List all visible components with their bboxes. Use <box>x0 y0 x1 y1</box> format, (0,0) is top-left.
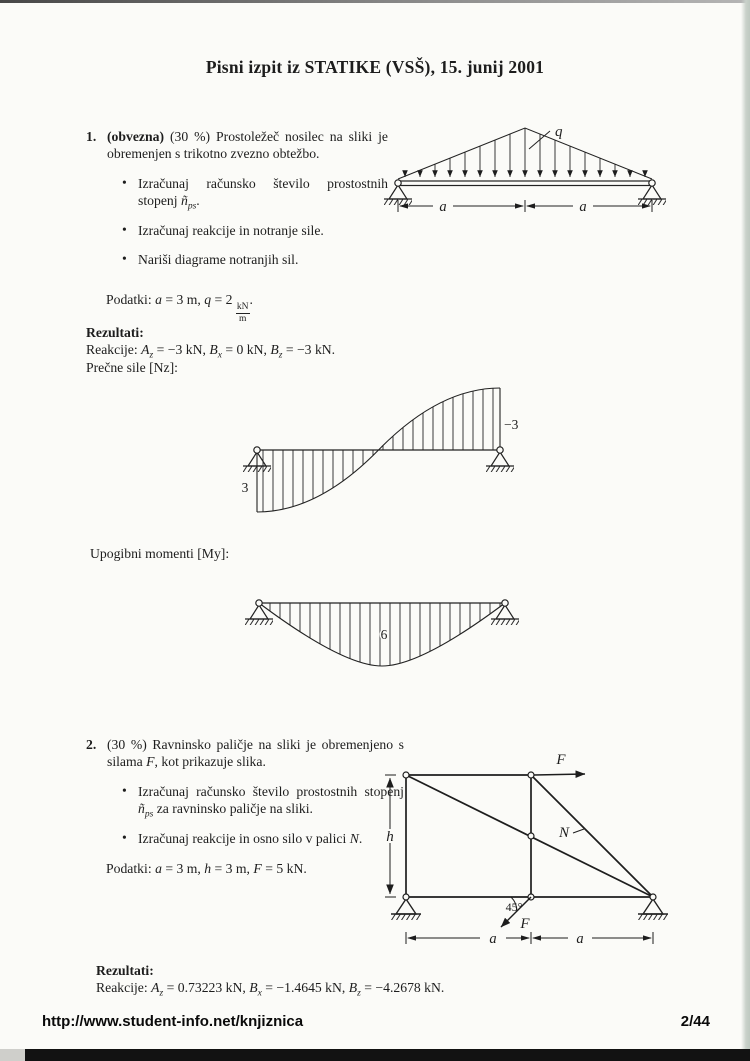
text-segment: za ravninsko paličje na sliki. <box>153 801 313 817</box>
scan-right-edge <box>741 0 750 1061</box>
beam-figure <box>383 106 675 220</box>
label: Reakcije: <box>96 980 152 996</box>
moment-diagram-figure <box>235 588 540 683</box>
label: Podatki: <box>106 861 156 877</box>
problem-1-bullet-3 <box>122 251 388 268</box>
problem-1-intro <box>107 128 388 163</box>
text-segment: Izračunaj reakcije in osno silo v palici <box>138 830 350 846</box>
problem-2 <box>86 736 404 877</box>
math-var: q <box>204 292 212 307</box>
fraction-denominator: m <box>239 313 247 324</box>
problem-2-data-line <box>86 860 404 877</box>
dimension-a-left: a <box>489 931 497 947</box>
footer-page-number: 2/44 <box>680 1013 710 1030</box>
text-segment: Nariši diagrame notranjih sil. <box>138 252 299 268</box>
math-var: A <box>141 342 150 358</box>
math-subscript: z <box>159 989 164 1000</box>
moment-value: 6 <box>380 627 388 642</box>
problem-2-number: 2. <box>86 737 97 752</box>
math-var: A <box>151 980 160 996</box>
text-segment: = 5 kN. <box>261 861 307 877</box>
math-subscript: ps <box>187 201 197 212</box>
problem-2-bullet-1 <box>122 783 404 818</box>
text-segment: = 0.73223 kN, <box>163 980 250 996</box>
page-title: Pisni izpit iz STATIKE (VSŠ), 15. junij 2001 <box>205 57 545 77</box>
math-var: F <box>253 861 262 877</box>
scan-bottom-corner <box>0 1049 25 1061</box>
beam-diagram-svg <box>383 106 675 220</box>
rezultati-heading: Rezultati: <box>96 963 154 978</box>
math-subscript: z <box>278 351 283 362</box>
math-var: B <box>209 342 218 358</box>
text-segment: = 2 <box>211 292 236 307</box>
dimension-a-right: a <box>579 199 587 215</box>
dimension-a-right: a <box>576 931 584 947</box>
pin-support-left <box>391 899 421 920</box>
math-var: a <box>155 292 162 307</box>
scan-top-edge <box>0 0 750 3</box>
text-segment: = 0 kN, <box>221 342 271 358</box>
math-var: B <box>348 980 358 996</box>
text-segment: . <box>196 193 200 209</box>
text-segment: . <box>358 830 363 846</box>
label: Reakcije: <box>86 342 142 358</box>
dimension-h: h <box>386 829 394 845</box>
problem-2-body <box>107 736 404 771</box>
math-subscript: x <box>257 989 262 1000</box>
fraction-numerator: kN <box>236 302 249 313</box>
moment-diagram-caption: Upogibni momenti [My]: <box>90 546 230 561</box>
fraction <box>236 302 250 324</box>
shear-value-left: 3 <box>241 480 249 495</box>
problem-1-intro-bold: (obvezna) <box>107 129 165 144</box>
problem-2-intro <box>107 736 404 771</box>
math-subscript: z <box>149 351 154 362</box>
text-segment: Izračunaj reakcije in notranje sile. <box>138 222 324 238</box>
load-label: q <box>555 124 563 140</box>
problem-1-body <box>107 128 388 163</box>
math-var: B <box>270 342 279 358</box>
math-var: B <box>249 980 258 996</box>
footer-url: http://www.student-info.net/knjiznica <box>42 1013 304 1030</box>
problem-1-intro-rest: (30 %) Prostoležeč nosilec na sliki je obremenjen s trikotno zvezno obtežbo. <box>107 129 388 162</box>
text-segment: (30 %) Ravninsko paličje na sliki je obremenjeno s silama <box>107 737 404 770</box>
text-segment: = 3 m, <box>211 861 254 877</box>
label: Podatki: <box>106 292 156 307</box>
problem-1-results <box>86 291 526 376</box>
problem-2-bullet-2 <box>122 830 404 847</box>
truss-diagram-svg <box>380 745 700 960</box>
text-segment: = −3 kN, <box>153 342 210 358</box>
problem-2-reactions-line <box>96 979 636 1000</box>
problem-1-number: 1. <box>86 129 97 144</box>
text-segment: = −3 kN. <box>282 342 336 358</box>
text-segment: = 3 m, <box>161 861 205 877</box>
math-var: N <box>349 830 359 846</box>
scan-bottom-bar <box>25 1049 750 1061</box>
problem-1-reactions-line <box>86 341 526 362</box>
text-segment: = −1.4645 kN, <box>261 980 349 996</box>
math-var: F <box>146 754 155 770</box>
text-segment: = −4.2678 kN. <box>360 980 445 996</box>
math-var: a <box>155 861 162 877</box>
force-bottom-label: F <box>520 916 530 932</box>
math-subscript: ps <box>144 809 154 820</box>
text-segment: Izračunaj računsko število prostostnih stopenj <box>138 175 388 209</box>
shear-diagram-figure <box>228 380 540 530</box>
problem-1-bullet-2 <box>122 222 388 239</box>
pin-support-right <box>638 899 668 920</box>
angle-label: 45° <box>505 900 523 914</box>
rezultati-heading: Rezultati: <box>86 325 144 341</box>
text-segment: = 3 m, <box>161 292 205 307</box>
math-subscript: z <box>357 989 361 1000</box>
shear-diagram-svg <box>228 380 540 530</box>
text-segment: , kot prikazuje slika. <box>154 754 266 770</box>
truss-figure <box>380 745 700 960</box>
math-var: ñ <box>138 801 145 817</box>
math-var: h <box>204 861 212 877</box>
math-subscript: x <box>217 351 222 362</box>
shear-diagram-caption: Prečne sile [Nz]: <box>86 359 178 375</box>
problem-1-bullet-1 <box>122 175 388 210</box>
force-top-label: F <box>556 752 566 768</box>
text-segment: . <box>249 292 253 307</box>
dimension-a-left: a <box>439 199 447 215</box>
problem-1 <box>86 128 388 268</box>
shear-value-right: −3 <box>504 417 519 432</box>
moment-diagram-svg <box>235 588 540 683</box>
member-n-label: N <box>558 825 570 841</box>
math-var: ñ <box>180 193 188 209</box>
problem-1-data-line <box>86 291 526 324</box>
problem-2-results <box>96 962 636 1000</box>
text-segment: Izračunaj računsko število prostostnih stopenj <box>138 783 404 799</box>
